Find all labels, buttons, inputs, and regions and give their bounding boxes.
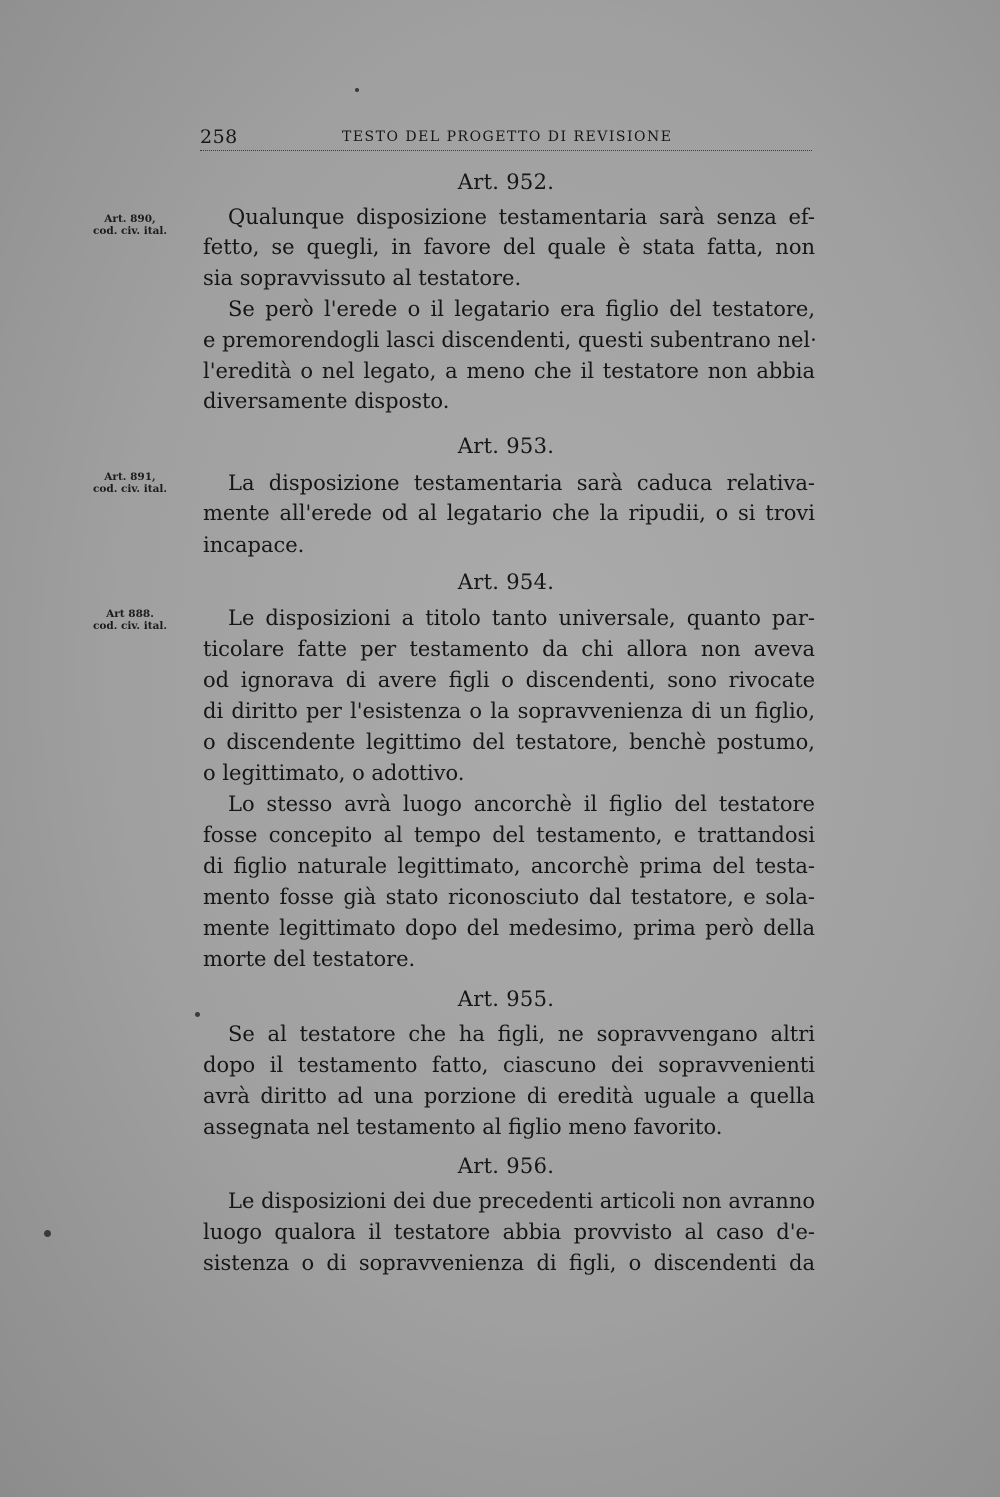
text-line: Le disposizioni a titolo tanto universale, quanto par- xyxy=(228,606,815,630)
text-line: ticolare fatte per testamento da chi allora non aveva xyxy=(203,637,815,661)
text-line: mento fosse già stato riconosciuto dal testatore, e sola- xyxy=(203,885,815,909)
margin-note-line: Art 888. xyxy=(106,608,154,620)
article-952-margin-note xyxy=(80,213,180,237)
text-line: incapace. xyxy=(203,533,305,557)
ink-speck xyxy=(44,1230,51,1237)
text-line: od ignorava di avere figli o discendenti, sono rivocate xyxy=(203,668,815,692)
article-954-margin-note xyxy=(80,608,180,632)
text-line: l'eredità o nel legato, a meno che il testatore non abbia xyxy=(203,359,815,383)
page-header xyxy=(200,126,812,151)
text-line: diversamente disposto. xyxy=(203,389,450,413)
text-line: sistenza o di sopravvenienza di figli, o discendenti da xyxy=(203,1251,815,1275)
text-line: assegnata nel testamento al figlio meno favorito. xyxy=(203,1115,723,1139)
text-line: fosse concepito al tempo del testamento, e trattandosi xyxy=(203,823,815,847)
text-line: dopo il testamento fatto, ciascuno dei sopravvenienti xyxy=(203,1053,815,1077)
margin-note-line: cod. civ. ital. xyxy=(92,620,168,632)
margin-note-line: cod. civ. ital. xyxy=(92,225,168,237)
page-number: 258 xyxy=(200,126,238,148)
article-954-title: Art. 954. xyxy=(457,570,555,594)
text-line: e premorendogli lasci discendenti, questi subentrano nel· xyxy=(203,328,817,352)
article-952-title: Art. 952. xyxy=(457,170,555,194)
text-line: luogo qualora il testatore abbia provvisto al caso d'e- xyxy=(203,1220,815,1244)
text-line: Lo stesso avrà luogo ancorchè il figlio del testatore xyxy=(228,792,815,816)
text-line: fetto, se quegli, in favore del quale è stata fatta, non xyxy=(203,235,815,259)
text-line: Se al testatore che ha figli, ne sopravvengano altri xyxy=(228,1022,815,1046)
margin-note-line: Art. 890, xyxy=(104,213,156,225)
text-line: La disposizione testamentaria sarà caduca relativa- xyxy=(228,471,815,495)
ink-speck xyxy=(195,1012,200,1017)
text-line: di figlio naturale legittimato, ancorchè prima del testa- xyxy=(203,854,815,878)
text-line: mente all'erede od al legatario che la ripudii, o si trovi xyxy=(203,501,815,525)
text-line: mente legittimato dopo del medesimo, prima però della xyxy=(203,916,815,940)
margin-note-line: cod. civ. ital. xyxy=(92,483,168,495)
article-956-title: Art. 956. xyxy=(457,1154,555,1178)
ink-speck xyxy=(355,88,359,92)
article-953-margin-note xyxy=(80,471,180,495)
running-title: TESTO DEL PROGETTO DI REVISIONE xyxy=(342,129,673,145)
text-line: sia sopravvissuto al testatore. xyxy=(203,266,522,290)
article-955-title: Art. 955. xyxy=(457,987,555,1011)
text-line: di diritto per l'esistenza o la sopravvenienza di un figlio, xyxy=(203,699,815,723)
text-line: morte del testatore. xyxy=(203,947,416,971)
text-line: avrà diritto ad una porzione di eredità uguale a quella xyxy=(203,1084,815,1108)
text-line: Qualunque disposizione testamentaria sarà senza ef- xyxy=(228,205,815,229)
text-line: o discendente legittimo del testatore, benchè postumo, xyxy=(203,730,815,754)
text-line: Se però l'erede o il legatario era figlio del testatore, xyxy=(228,297,815,321)
margin-note-line: Art. 891, xyxy=(104,471,156,483)
article-953-title: Art. 953. xyxy=(457,434,555,458)
text-line: o legittimato, o adottivo. xyxy=(203,761,465,785)
text-line: Le disposizioni dei due precedenti articoli non avranno xyxy=(228,1189,815,1213)
